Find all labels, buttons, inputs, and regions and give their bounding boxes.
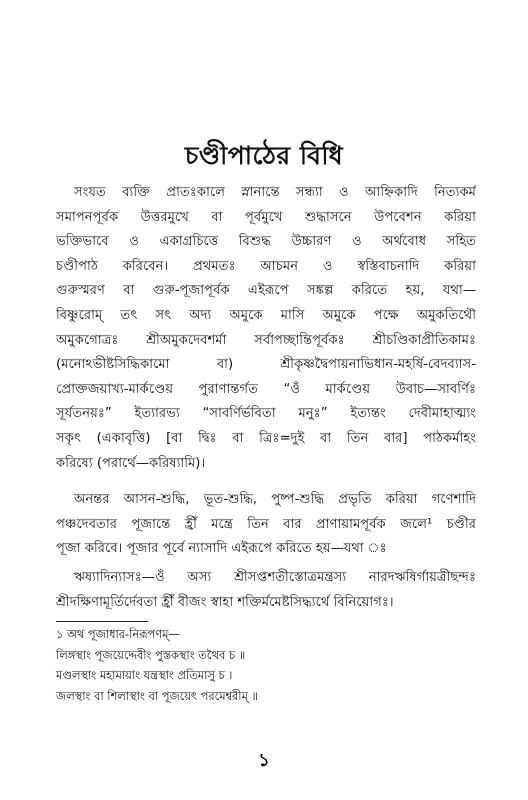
footnote-line: মণ্ডলস্থাং মহামায়াং যন্ত্রস্থাং প্রতিমাসু চ । [56,668,233,682]
text-line: ভক্তিভাবে ও একাগ্রচিত্তে বিশুদ্ধ উচ্চারণ ও অর্থবোধ সহিত [56,234,476,250]
text-line: বিষ্ণুরোম্ তৎ সৎ অদ্য অমুকে মাসি অমুকে পক্ষে অমুকতিথৌ [56,307,476,323]
text-line: করিষ্যে (পরার্থে—করিষ্যামি)। [56,455,206,471]
text-line: সংযত ব্যক্তি প্রাতঃকালে স্নানান্তে সন্ধ্যা ও আহ্নিকাদি নিত্যকর্ম [74,185,476,200]
text-line: সকৃৎ (একাবৃত্তি) [বা দ্বিঃ বা ত্রিঃ=দুই বা তিন বার] পাঠকর্মাহং [56,430,476,446]
text-line: অমুকগোত্রঃ শ্রীঅমুকদেবশর্মা সর্বাপচ্ছান্তিপূর্বকঃ শ্রীচণ্ডিকাপ্রীতিকামঃ [56,332,476,348]
text-line: অনন্তর আসন-শুদ্ধি, ভূত-শুদ্ধি, পুষ্প-শুদ্ধি প্রভৃতি করিয়া গণেশাদি [74,492,476,507]
footnote-line: ১ অথ পূজাধার-নিরূপণম্— [56,627,180,641]
footnote-line: জলস্থাং বা শিলাস্থাং বা পূজয়েৎ পরমেশ্বরীম্ ॥ [56,688,258,703]
text-line: সূর্যতনয়ঃ” ইত্যারভ্য “সাবর্ণির্ভবিতা মনুঃ” ইত্যন্তং দেবীমাহাত্ম্যং [56,406,476,422]
footnote-line: লিঙ্গস্থাং পূজয়েদ্দেবীং পুস্তকস্থাং তথৈব চ ॥ [56,647,246,662]
text-line: গুরুস্মরণ বা গুরু-পূজাপূর্বক এইরূপে সঙ্কল্প করিতে হয়, যথা— [56,283,476,299]
text-line: প্রোক্তজয়াখ্য-মার্কণ্ডেয় পুরাণান্তর্গত “ওঁ মার্কণ্ডেয় উবাচ—সাবর্ণিঃ [56,381,476,397]
footnote [56,624,476,706]
paragraph-puja [56,488,476,562]
text-line: শ্রীদক্ষিণামূর্তির্দেবতা হ্রীঁ বীজং স্বাহা শক্তির্মমেষ্টসিদ্ধ্যর্থে বিনিয়োগঃ। [56,594,394,610]
text-line: সমাপনপূর্বক উত্তরমুখে বা পূর্বমুখে শুদ্ধাসনে উপবেশন করিয়া [56,209,476,225]
text-line: ঋষ্যাদিন্যাসঃ—ওঁ অস্য শ্রীসপ্তশতীস্তোত্রমন্ত্রস্য নারদঋষির্গায়ত্রীছন্দঃ [74,570,476,585]
text-line: (মনোঽভীষ্টসিদ্ধিকামো বা) শ্রীকৃষ্ণদ্বৈপায়নাভিধান-মহর্ষি-বেদব্যাস- [56,357,476,373]
text-line: পূজা করিবে। পূজার পূর্বে ন্যাসাদি এইরূপে করিতে হয়—যথা ঃ [56,541,387,557]
text-line: চণ্ডীপাঠ করিবেন। প্রথমতঃ আচমন ও স্বস্তিবাচনাদি করিয়া [56,258,476,274]
chapter-title: চণ্ডীপাঠের বিধি [184,141,344,170]
text-line: পঞ্চদেবতার পূজান্তে হ্রীঁ মন্ত্রে তিন বার প্রাণায়ামপূর্বক জলে¹ চণ্ডীর [56,516,476,532]
paragraph-nyasa [56,566,476,615]
paragraph-sankalpa [56,181,476,476]
footnote-divider [56,621,148,622]
page-number: ১ [258,750,270,771]
